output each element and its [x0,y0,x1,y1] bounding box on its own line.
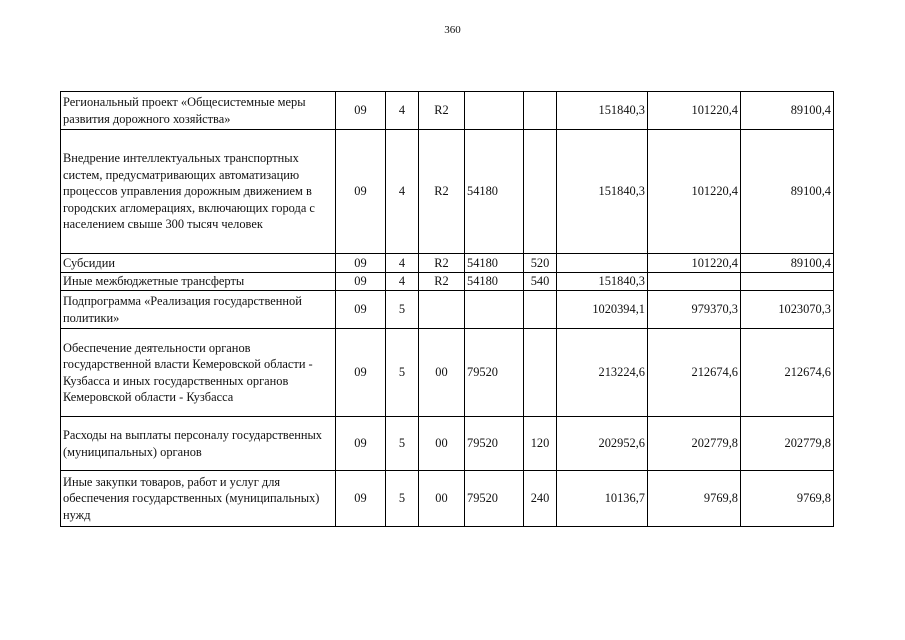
cell-type [524,130,557,254]
row-name: Иные межбюджетные трансферты [61,273,336,291]
cell-value-2: 9769,8 [648,471,741,527]
cell-program: 00 [419,329,465,417]
cell-program: R2 [419,130,465,254]
cell-section: 09 [336,291,386,329]
cell-value-3: 9769,8 [741,471,834,527]
cell-value-3: 212674,6 [741,329,834,417]
cell-type [524,329,557,417]
cell-subsection: 4 [386,92,419,130]
table-row [61,471,834,527]
row-name: Подпрограмма «Реализация государственной политики» [61,291,336,329]
table-row [61,329,834,417]
row-name: Субсидии [61,254,336,273]
cell-value-2: 101220,4 [648,130,741,254]
cell-type: 240 [524,471,557,527]
table-row [61,291,834,329]
row-name: Иные закупки товаров, работ и услуг для обеспечения государственных (муниципальных) нужд [61,471,336,527]
cell-type: 520 [524,254,557,273]
table-body [61,92,834,527]
cell-program: R2 [419,254,465,273]
cell-direction: 79520 [465,329,524,417]
cell-value-3: 1023070,3 [741,291,834,329]
cell-section: 09 [336,417,386,471]
cell-subsection: 5 [386,471,419,527]
cell-type: 120 [524,417,557,471]
cell-subsection: 5 [386,329,419,417]
row-name: Внедрение интеллектуальных транспортных систем, предусматривающих автоматизацию процессов управления дорожным движением в городских агломерациях, включающих города с населением свыше 300 тысяч человек [61,130,336,254]
row-name: Региональный проект «Общесистемные меры развития дорожного хозяйства» [61,92,336,130]
table-row [61,254,834,273]
cell-program: 00 [419,417,465,471]
budget-table [60,91,834,527]
cell-value-3: 89100,4 [741,130,834,254]
cell-value-2: 979370,3 [648,291,741,329]
cell-direction: 79520 [465,417,524,471]
cell-section: 09 [336,471,386,527]
cell-direction [465,92,524,130]
cell-direction [465,291,524,329]
table-row [61,130,834,254]
cell-direction: 79520 [465,471,524,527]
table-row [61,417,834,471]
cell-value-2: 202779,8 [648,417,741,471]
table-row [61,273,834,291]
cell-program: R2 [419,273,465,291]
row-name: Расходы на выплаты персоналу государственных (муниципальных) органов [61,417,336,471]
cell-section: 09 [336,329,386,417]
cell-value-2 [648,273,741,291]
cell-value-1: 1020394,1 [557,291,648,329]
table-row [61,92,834,130]
cell-subsection: 4 [386,254,419,273]
cell-value-3: 89100,4 [741,92,834,130]
cell-direction: 54180 [465,273,524,291]
cell-program [419,291,465,329]
cell-value-1: 213224,6 [557,329,648,417]
cell-value-2: 101220,4 [648,92,741,130]
cell-value-1 [557,254,648,273]
cell-value-2: 212674,6 [648,329,741,417]
cell-value-3: 89100,4 [741,254,834,273]
cell-value-1: 151840,3 [557,273,648,291]
cell-value-1: 151840,3 [557,92,648,130]
cell-subsection: 5 [386,291,419,329]
cell-subsection: 5 [386,417,419,471]
cell-section: 09 [336,130,386,254]
cell-subsection: 4 [386,130,419,254]
cell-section: 09 [336,92,386,130]
cell-value-3: 202779,8 [741,417,834,471]
cell-value-2: 101220,4 [648,254,741,273]
cell-value-1: 10136,7 [557,471,648,527]
cell-section: 09 [336,273,386,291]
row-name: Обеспечение деятельности органов государственной власти Кемеровской области - Кузбасса и иных государственных органов Кемеровской области - Кузбасса [61,329,336,417]
cell-section: 09 [336,254,386,273]
cell-direction: 54180 [465,254,524,273]
cell-program: R2 [419,92,465,130]
cell-value-1: 151840,3 [557,130,648,254]
cell-value-3 [741,273,834,291]
page-number: 360 [444,24,461,36]
cell-value-1: 202952,6 [557,417,648,471]
cell-subsection: 4 [386,273,419,291]
cell-type [524,92,557,130]
cell-type [524,291,557,329]
cell-direction: 54180 [465,130,524,254]
cell-type: 540 [524,273,557,291]
cell-program: 00 [419,471,465,527]
